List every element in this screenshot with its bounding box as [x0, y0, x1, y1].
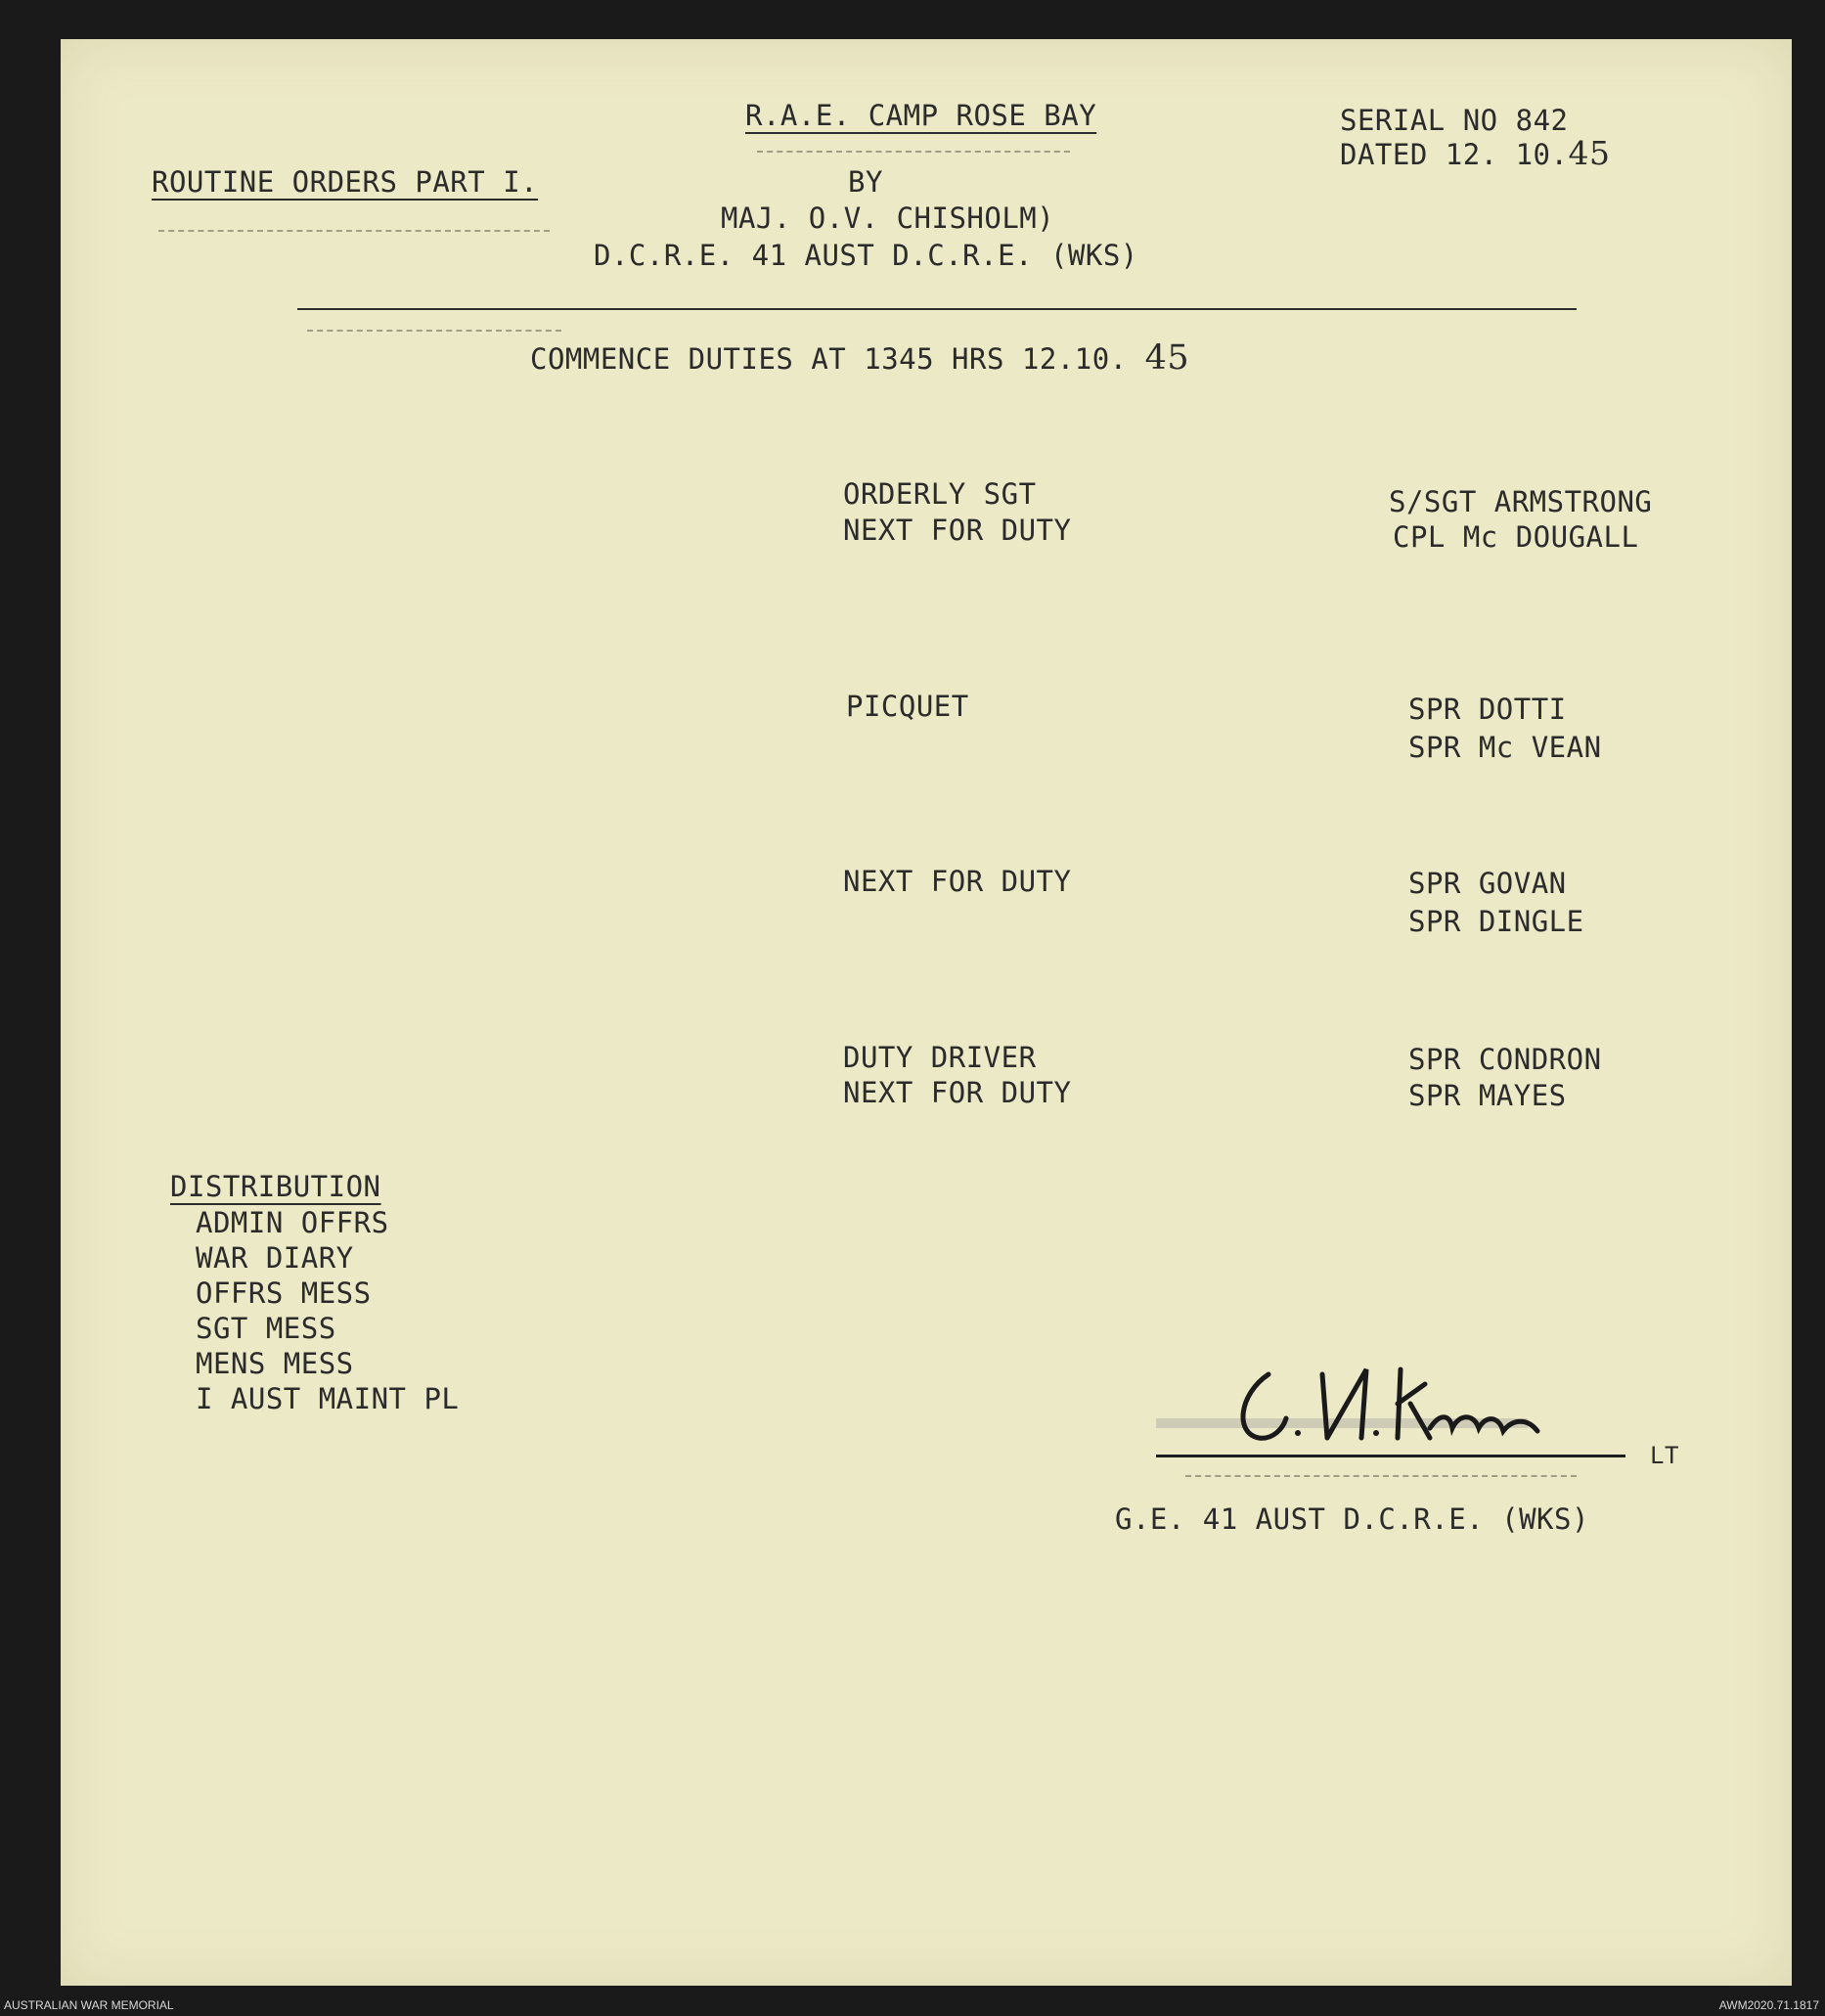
signature — [1229, 1345, 1562, 1466]
duty-role: ORDERLY SGT — [843, 477, 1037, 511]
duty-role: PICQUET — [846, 690, 969, 723]
dashed-underline — [307, 330, 561, 332]
distribution-item: OFFRS MESS — [196, 1277, 372, 1310]
duty-role: NEXT FOR DUTY — [843, 514, 1072, 547]
duty-name: SPR MAYES — [1408, 1079, 1567, 1112]
distribution-item: WAR DIARY — [196, 1241, 354, 1275]
duty-name: SPR DOTTI — [1408, 693, 1567, 726]
serial-label-text: SERIAL NO — [1340, 104, 1498, 137]
duty-role: NEXT FOR DUTY — [843, 865, 1072, 898]
dated-line — [1340, 135, 1610, 173]
footer-right: AWM2020.71.1817 — [1718, 1998, 1819, 2012]
serial-label — [1340, 103, 1569, 139]
duty-name: SPR GOVAN — [1408, 867, 1567, 900]
duty-name: CPL Mc DOUGALL — [1393, 520, 1639, 554]
duty-name: SPR DINGLE — [1408, 905, 1584, 938]
orders-title: ROUTINE ORDERS PART I. — [152, 165, 539, 199]
distribution-item: ADMIN OFFRS — [196, 1206, 389, 1239]
signature-block: G.E. 41 AUST D.C.R.E. (WKS) — [1115, 1502, 1589, 1536]
by-label: BY — [848, 165, 883, 199]
duty-name: S/SGT ARMSTRONG — [1389, 485, 1653, 518]
duty-name: SPR Mc VEAN — [1408, 731, 1602, 764]
commence-year: 45 — [1144, 338, 1190, 378]
officer-name: MAJ. O.V. CHISHOLM) — [721, 202, 1055, 235]
signature-line — [1156, 1455, 1625, 1457]
distribution-item: SGT MESS — [196, 1312, 336, 1345]
signature-rank: LT — [1650, 1442, 1679, 1469]
document-page — [61, 39, 1792, 1986]
dated-year: 45 — [1568, 134, 1611, 172]
footer-left: AUSTRALIAN WAR MEMORIAL — [4, 1998, 174, 2012]
distribution-item: MENS MESS — [196, 1347, 354, 1380]
duty-role: DUTY DRIVER — [843, 1041, 1037, 1074]
dashed-underline — [158, 230, 550, 232]
duty-role: NEXT FOR DUTY — [843, 1076, 1072, 1109]
commence-line — [530, 340, 1189, 378]
header-rule — [297, 308, 1577, 310]
camp-heading: R.A.E. CAMP ROSE BAY — [745, 99, 1097, 132]
duty-name: SPR CONDRON — [1408, 1043, 1602, 1076]
handwritten-signature — [1229, 1345, 1562, 1462]
dashed-underline — [757, 151, 1070, 153]
unit-name: D.C.R.E. 41 AUST D.C.R.E. (WKS) — [594, 239, 1138, 272]
serial-number: 842 — [1515, 104, 1569, 137]
distribution-item: I AUST MAINT PL — [196, 1382, 460, 1415]
dashed-underline — [1185, 1475, 1577, 1477]
commence-text: COMMENCE DUTIES AT 1345 HRS 12.10. — [530, 342, 1128, 376]
dated-label: DATED 12. 10. — [1340, 138, 1569, 171]
distribution-title: DISTRIBUTION — [170, 1170, 381, 1203]
